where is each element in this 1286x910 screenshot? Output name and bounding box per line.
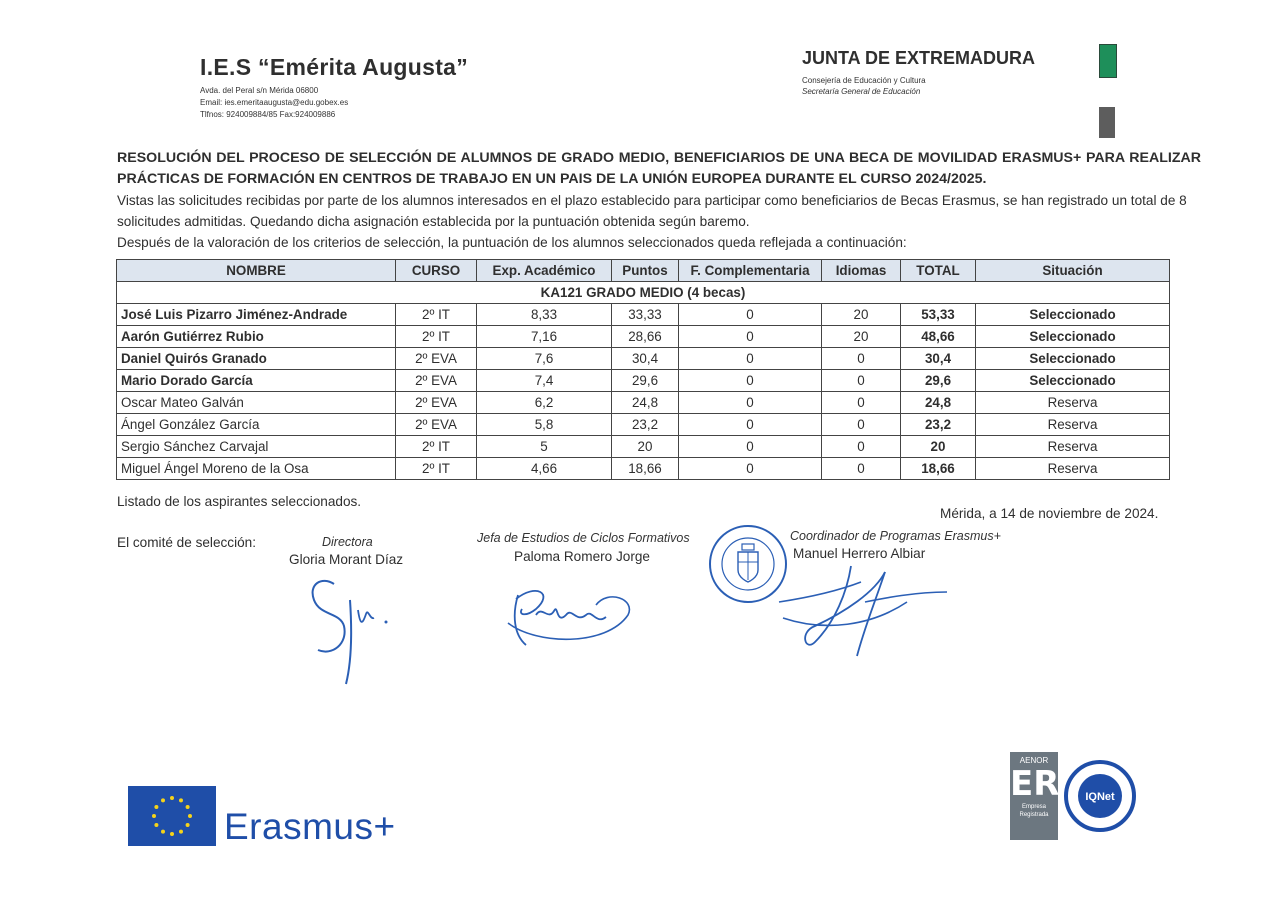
cell-nombre: José Luis Pizarro Jiménez-Andrade [117,304,396,326]
cell-f-complementaria: 0 [679,414,822,436]
cell-total: 18,66 [901,458,976,480]
cell-puntos: 20 [612,436,679,458]
eu-flag-icon [128,786,216,846]
cell-total: 29,6 [901,370,976,392]
cell-idiomas: 0 [822,348,901,370]
cell-situacion: Seleccionado [976,304,1170,326]
cell-situacion: Reserva [976,458,1170,480]
cell-f-complementaria: 0 [679,436,822,458]
cell-nombre: Aarón Gutiérrez Rubio [117,326,396,348]
aenor-label: AENOR [1019,756,1049,765]
cell-exp-academico: 6,2 [477,392,612,414]
cell-total: 53,33 [901,304,976,326]
junta-consejeria: Consejería de Educación y Cultura [802,76,926,85]
cell-exp-academico: 8,33 [477,304,612,326]
cell-idiomas: 20 [822,326,901,348]
cell-curso: 2º EVA [396,414,477,436]
committee-label: El comité de selección: [117,535,257,550]
col-situacion: Situación [976,260,1170,282]
cell-exp-academico: 7,6 [477,348,612,370]
table-row [117,304,1170,326]
eu-star-icon [179,830,183,834]
cell-idiomas: 0 [822,392,901,414]
iqnet-label: IQNet [1085,791,1115,803]
cell-total: 20 [901,436,976,458]
cell-idiomas: 0 [822,414,901,436]
cell-curso: 2º IT [396,304,477,326]
cell-curso: 2º IT [396,326,477,348]
table-row [117,392,1170,414]
signer-3-role: Coordinador de Programas Erasmus+ [790,529,1001,543]
school-address: Avda. del Peral s/n Mérida 06800 [200,86,319,95]
col-puntos: Puntos [612,260,679,282]
table-row [117,326,1170,348]
junta-green-bar [1099,44,1117,78]
table-row [117,436,1170,458]
eu-star-icon [170,832,174,836]
aenor-logo [1010,752,1058,840]
cell-puntos: 23,2 [612,414,679,436]
cell-idiomas: 20 [822,304,901,326]
cell-situacion: Seleccionado [976,370,1170,392]
cell-nombre: Mario Dorado García [117,370,396,392]
cell-situacion: Reserva [976,392,1170,414]
col-total: TOTAL [901,260,976,282]
signer-2-role: Jefa de Estudios de Ciclos Formativos [477,531,690,545]
signature-coordinador [775,562,955,662]
selected-list-caption: Listado de los aspirantes seleccionados. [117,494,362,509]
cell-idiomas: 0 [822,458,901,480]
school-email: Email: ies.emeritaaugusta@edu.gobex.es [200,98,349,107]
cell-idiomas: 0 [822,370,901,392]
cell-puntos: 33,33 [612,304,679,326]
cell-total: 24,8 [901,392,976,414]
junta-secretaria: Secretaría General de Educación [802,87,921,96]
aenor-sub: Empresa Registrada [1019,804,1049,818]
cell-puntos: 28,66 [612,326,679,348]
eu-star-icon [161,830,165,834]
cell-nombre: Miguel Ángel Moreno de la Osa [117,458,396,480]
cell-f-complementaria: 0 [679,304,822,326]
cell-nombre: Ángel González García [117,414,396,436]
document-date: Mérida, a 14 de noviembre de 2024. [940,506,1159,521]
cell-nombre: Sergio Sánchez Carvajal [117,436,396,458]
eu-star-icon [152,814,156,818]
cell-exp-academico: 5,8 [477,414,612,436]
table-row [117,348,1170,370]
cell-curso: 2º IT [396,458,477,480]
school-name: I.E.S “Emérita Augusta” [200,54,469,80]
cell-idiomas: 0 [822,436,901,458]
cell-curso: 2º EVA [396,392,477,414]
cell-exp-academico: 4,66 [477,458,612,480]
col-idiomas: Idiomas [822,260,901,282]
school-phones: Tlfnos: 924009884/85 Fax:924009886 [200,110,336,119]
cell-exp-academico: 7,4 [477,370,612,392]
cell-curso: 2º EVA [396,370,477,392]
valuation-text: Después de la valoración de los criterios de selección, la puntuación de los alumnos seleccionados queda reflejada a continuación: [117,235,907,250]
cell-f-complementaria: 0 [679,392,822,414]
table-row [117,370,1170,392]
junta-gray-bar [1099,107,1115,138]
junta-title: JUNTA DE EXTREMADURA [802,48,1036,68]
eu-star-icon [188,814,192,818]
cell-nombre: Daniel Quirós Granado [117,348,396,370]
cell-situacion: Seleccionado [976,348,1170,370]
section-row [117,282,1170,304]
results-table [116,259,1170,480]
eu-star-icon [170,796,174,800]
cell-f-complementaria: 0 [679,458,822,480]
cell-nombre: Oscar Mateo Galván [117,392,396,414]
eu-star-icon [161,798,165,802]
school-seal [705,524,791,604]
table-row [117,414,1170,436]
eu-star-icon [154,823,158,827]
col-curso: CURSO [396,260,477,282]
cell-f-complementaria: 0 [679,348,822,370]
cell-total: 48,66 [901,326,976,348]
cell-puntos: 30,4 [612,348,679,370]
document-title: RESOLUCIÓN DEL PROCESO DE SELECCIÓN DE ALUMNOS DE GRADO MEDIO, BENEFICIARIOS DE UNA BECA DE MOVILIDAD ERASMUS+ PARA REALIZAR PRÁCTICAS DE FORMACIÓN EN CENTROS DE TRABAJO EN UN PAIS DE LA UNIÓN EUROPEA DURANTE EL CURSO 2024/2025. [117,150,1201,187]
cell-total: 23,2 [901,414,976,436]
signer-3-name: Manuel Herrero Albiar [793,546,926,561]
eu-star-icon [179,798,183,802]
cell-situacion: Reserva [976,414,1170,436]
cell-curso: 2º EVA [396,348,477,370]
eu-star-icon [154,805,158,809]
signature-jefa-estudios [496,575,646,655]
section-label: KA121 GRADO MEDIO (4 becas) [117,282,1170,304]
cell-exp-academico: 7,16 [477,326,612,348]
signature-directora [300,570,410,690]
col-exp-academico: Exp. Académico [477,260,612,282]
cell-curso: 2º IT [396,436,477,458]
cell-total: 30,4 [901,348,976,370]
erasmus-logo-text: Erasmus+ [224,806,396,847]
col-nombre: NOMBRE [117,260,396,282]
cell-puntos: 18,66 [612,458,679,480]
table-header-row [117,260,1170,282]
cell-situacion: Seleccionado [976,326,1170,348]
col-f-complementaria: F. Complementaria [679,260,822,282]
cell-exp-academico: 5 [477,436,612,458]
cell-f-complementaria: 0 [679,326,822,348]
cell-f-complementaria: 0 [679,370,822,392]
eu-star-icon [186,823,190,827]
cell-puntos: 29,6 [612,370,679,392]
aenor-er-icon: ER [1010,764,1060,804]
cell-situacion: Reserva [976,436,1170,458]
iqnet-logo [1064,760,1136,832]
signer-2-name: Paloma Romero Jorge [514,549,650,564]
signer-1-role: Directora [322,535,373,549]
document-intro: Vistas las solicitudes recibidas por parte de los alumnos interesados en el plazo establecido para participar como beneficiarios de Becas Erasmus, se han registrado un total de 8 solicitudes admitidas. Quedando dicha asignación establecida por la puntuación obtenida según baremo. [117,193,1187,229]
cell-puntos: 24,8 [612,392,679,414]
eu-star-icon [186,805,190,809]
table-row [117,458,1170,480]
signer-1-name: Gloria Morant Díaz [289,552,404,567]
